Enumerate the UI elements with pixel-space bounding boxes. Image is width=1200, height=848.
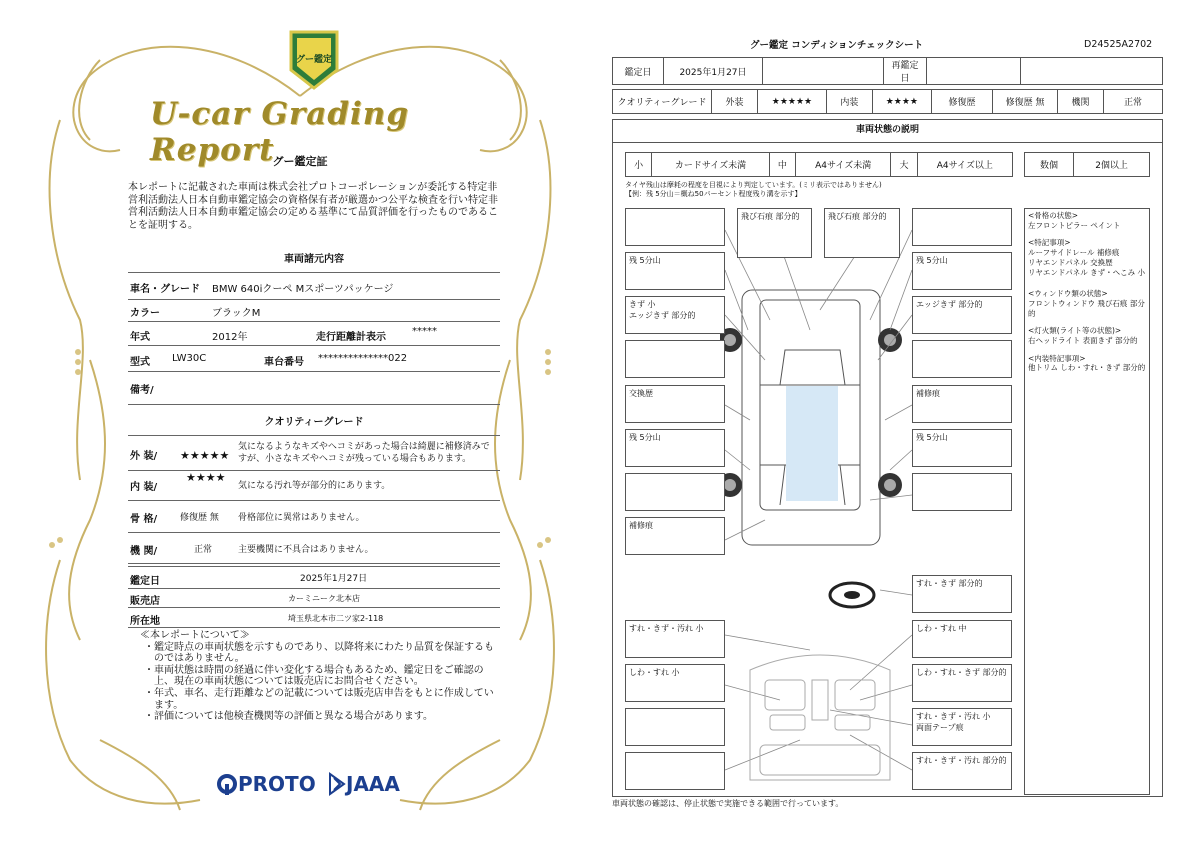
report-notes (140, 630, 502, 723)
dealer-value: カーミニーク北本店 (288, 594, 360, 603)
mileage-label: 走行距離計表示 (316, 332, 386, 343)
repair-history-label: 修復歴 (931, 90, 992, 114)
callout-box: 残 5分山 (912, 252, 1012, 290)
legend-mid-desc: A4サイズ未満 (796, 153, 891, 177)
proto-mark-icon (216, 773, 238, 795)
mileage-value: ***** (412, 326, 437, 337)
legend-large: 大 (891, 153, 917, 177)
size-legend (625, 152, 1013, 177)
interior-stars: ★★★★ (872, 90, 931, 114)
legend-small-desc: カードサイズ未満 (652, 153, 769, 177)
note-item: ・年式、車名、走行距離などの記載については販売店申告をもとに作成しています。 (144, 687, 494, 711)
callout-box: エッジきず 部分的 (912, 296, 1012, 334)
legend-count-desc: 2個以上 (1074, 153, 1150, 177)
special-notes-heading: <特記事項> (1028, 238, 1071, 248)
tire-note: タイヤ残山は摩耗の程度を目視により判定しています。(ミリ表示ではありません) (625, 181, 882, 189)
name-value: BMW 640iクーペ Mスポーツパッケージ (212, 284, 394, 295)
quality-row-frame (128, 501, 500, 533)
spec-row-name (128, 272, 500, 300)
callout-box (625, 208, 725, 246)
note-item: ・車両状態は時間の経過に伴い変化する場合もあるため、鑑定日をご確認の上、現在の車両状態については販売店にお問合せください。 (144, 664, 484, 688)
callout-box: 飛び石痕 部分的 (824, 208, 900, 258)
repair-history-value: 修復歴 無 (993, 90, 1058, 114)
exterior-label: 外 装/ (130, 451, 158, 462)
callout-box: 交換歴 (625, 385, 725, 423)
color-value: ブラックM (212, 308, 261, 319)
legend-count: 数個 (1025, 153, 1074, 177)
quality-heading: クオリティーグレード (264, 417, 364, 428)
model-label: 型式 (130, 357, 150, 368)
steering-wheel-icon (827, 580, 877, 610)
callout-box: すれ・きず・汚れ 小 両面テープ痕 (912, 708, 1012, 746)
note-item: ・鑑定時点の車両状態を示すものであり、以降将来にわたり品質を保証するものではありません。 (144, 641, 494, 665)
goo-badge-logo (287, 30, 341, 90)
callout-box: 残 5分山 (625, 429, 725, 467)
note-item: ・評価については他検査機関等の評価と異なる場合があります。 (144, 711, 433, 723)
year-value: 2012年 (212, 332, 248, 343)
chassis-value: **************022 (318, 353, 408, 364)
callout-box: 補修痕 (912, 385, 1012, 423)
frame-value: 修復歴 無 (180, 513, 219, 523)
appraisal-date-label: 鑑定日 (130, 576, 160, 587)
vehicle-state-heading: 車両状態の説明 (612, 119, 1163, 143)
callout-box: 補修痕 (625, 517, 725, 555)
exterior-stars: ★★★★★ (180, 449, 230, 462)
grade-table (612, 89, 1163, 114)
exterior-label: 外装 (712, 90, 758, 114)
callout-box: しわ・すれ 中 (912, 620, 1012, 658)
address-label: 所在地 (130, 616, 160, 627)
callout-box (625, 340, 725, 378)
car-interior-diagram-icon (740, 640, 900, 790)
legend-large-desc: A4サイズ以上 (917, 153, 1012, 177)
callout-box: きず 小 エッジきず 部分的 (625, 296, 725, 334)
legend-mid: 中 (769, 153, 795, 177)
special-notes-body: ルーフサイドレール 補修痕 リヤエンドパネル 交換歴 リヤエンドパネル きず・へこみ 小 (1028, 248, 1145, 277)
callout-box: しわ・すれ・きず 部分的 (912, 664, 1012, 702)
window-state-heading: <ウィンドウ類の状態> (1028, 289, 1108, 299)
engine-value: 正常 (194, 545, 213, 555)
reappraisal-label: 再鑑定日 (884, 58, 927, 85)
quality-row-engine (128, 533, 500, 564)
sheet-footer: 車両状態の確認は、停止状態で実施できる範囲で行っています。 (612, 799, 844, 808)
exterior-desc: 気になるようなキズやヘコミがあった場合は綺麗に補修済みですが、小さなキズやヘコミが残っている場合もあります。 (238, 442, 490, 464)
engine-label: 機関 (1058, 90, 1104, 114)
model-value: LW30C (172, 353, 207, 364)
tire-example: 【例：残 5分山＝概ね50パーセント程度残り溝を示す】 (625, 190, 802, 198)
info-row-dealer (128, 588, 500, 608)
spec-heading: 車両諸元内容 (284, 254, 344, 265)
date-label: 鑑定日 (613, 58, 664, 85)
frame-state-body: 左フロントピラー ペイント (1028, 220, 1121, 230)
spec-row-model (128, 346, 500, 372)
car-exterior-diagram-icon (720, 260, 920, 550)
jaaa-mark-icon (328, 772, 346, 796)
jaaa-logo-text: JAAA (346, 772, 400, 796)
count-legend (1024, 152, 1150, 177)
interior-desc: 気になる汚れ等が部分的にあります。 (238, 481, 391, 491)
certificate-body: 本レポートに記載された車両は株式会社プロトコーポレーションが委託する特定非営利活動法人日本自動車鑑定協会の資格保有者が厳選かつ公平な検査を行い特定非営利活動法人日本自動車鑑定協会の定める基準にて品質評価を行ったものであることを証明する。 (128, 182, 498, 231)
appraisal-date-value: 2025年1月27日 (300, 574, 368, 584)
callout-box: すれ・きず・汚れ 部分的 (912, 752, 1012, 790)
callout-box (625, 752, 725, 790)
color-label: カラー (130, 308, 160, 319)
frame-label: 骨 格/ (130, 514, 158, 525)
proto-logo (216, 772, 316, 796)
condition-check-sheet (600, 0, 1200, 848)
date-table (612, 57, 1163, 85)
window-state-body: フロントウィンドウ 飛び石痕 部分的 (1028, 298, 1145, 318)
interior-notes-body: 他トリム しわ・すれ・きず 部分的 (1028, 363, 1146, 373)
certificate-title: グー鑑定証 (272, 155, 328, 168)
notes-heading: ≪本レポートについて≫ (140, 630, 250, 641)
callout-box (625, 708, 725, 746)
callout-box: 残 5分山 (912, 429, 1012, 467)
spec-row-remarks (128, 372, 500, 405)
light-state-body: 右ヘッドライト 表面きず 部分的 (1028, 336, 1138, 346)
info-row-address (128, 608, 500, 628)
report-title: U-car Grading Report (150, 96, 410, 168)
interior-notes-heading: <内装特記事項> (1028, 353, 1086, 363)
quality-row-interior (128, 470, 500, 501)
callout-box (625, 473, 725, 511)
chassis-label: 車台番号 (264, 357, 304, 368)
callout-box: すれ・きず 部分的 (912, 575, 1012, 613)
year-label: 年式 (130, 332, 150, 343)
engine-desc: 主要機関に不具合はありません。 (238, 545, 374, 555)
proto-logo-text: PROTO (238, 772, 316, 796)
frame-desc: 骨格部位に異常はありません。 (238, 513, 365, 523)
sheet-id: D24525A2702 (1084, 39, 1153, 50)
callout-box: 飛び石痕 部分的 (737, 208, 812, 258)
light-state-heading: <灯火類(ライト等の状態)> (1028, 326, 1122, 336)
address-value: 埼玉県北本市二ツ家2-118 (288, 614, 384, 623)
legend-small: 小 (626, 153, 652, 177)
spec-row-year (128, 322, 500, 346)
spec-row-color (128, 299, 500, 322)
callout-box (912, 208, 1012, 246)
exterior-stars: ★★★★★ (757, 90, 826, 114)
interior-label: 内装 (826, 90, 872, 114)
engine-value: 正常 (1104, 90, 1163, 114)
engine-label: 機 関/ (130, 546, 158, 557)
frame-state-heading: <骨格の状態> (1028, 211, 1079, 220)
callout-box (912, 340, 1012, 378)
interior-label: 内 装/ (130, 482, 158, 493)
name-label: 車名・グレード (130, 284, 200, 295)
callout-box: すれ・きず・汚れ 小 (625, 620, 725, 658)
callout-box: 残 5分山 (625, 252, 725, 290)
date-value: 2025年1月27日 (664, 58, 763, 85)
dealer-label: 販売店 (130, 596, 160, 607)
callout-box: しわ・すれ 小 (625, 664, 725, 702)
badge-text: グー鑑定 (295, 55, 332, 65)
interior-stars: ★★★★ (186, 471, 226, 484)
callout-box (912, 473, 1012, 511)
quality-grade-label: クオリティーグレード (613, 90, 712, 114)
jaaa-logo (328, 772, 400, 796)
info-row-date (128, 566, 500, 589)
quality-row-exterior (128, 435, 500, 471)
remarks-label: 備考/ (130, 385, 154, 396)
remarks-panel (1024, 208, 1150, 795)
sheet-title: グー鑑定 コンディションチェックシート (750, 40, 924, 51)
